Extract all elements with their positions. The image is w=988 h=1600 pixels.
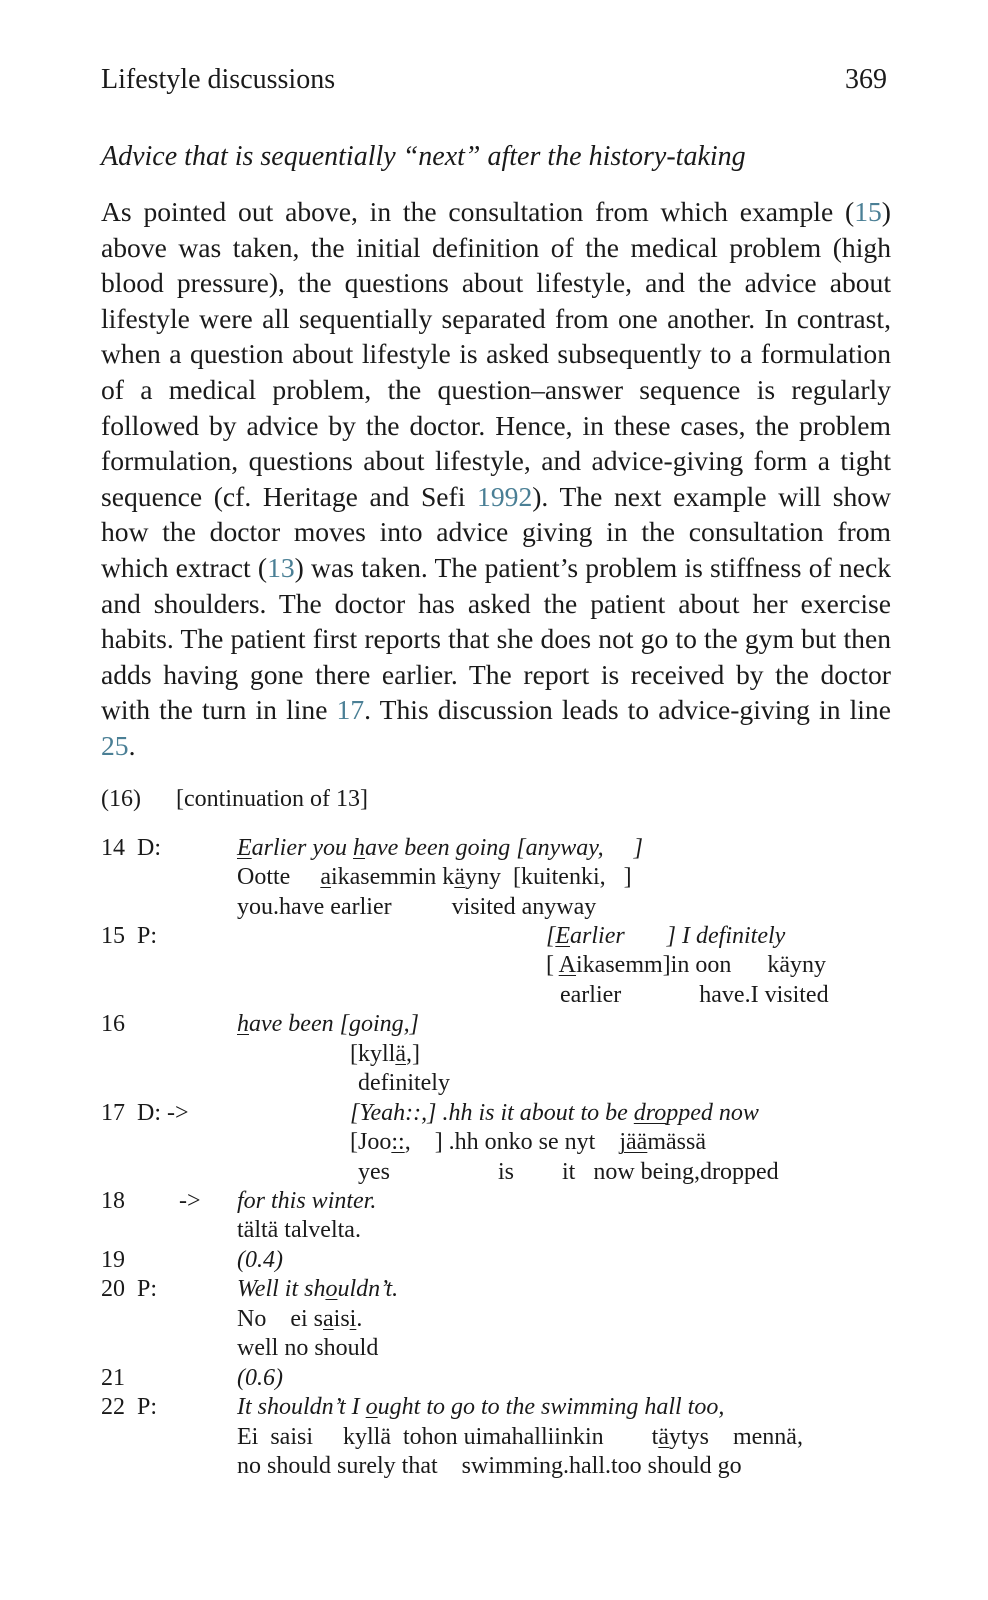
para-text: ) was taken. The patient’s problem is stiffness of neck and shoulders. The doctor has asked the patient about her exercise habits. The patient first reports that she does not go to the gym but then adds having gone there earlier. The report is received by the doctor with the turn in line xyxy=(101,551,891,726)
page-number: 369 xyxy=(845,64,887,95)
line-15-english: [Earlier ] I definitely xyxy=(546,923,786,949)
line-label-14: 14 D: xyxy=(101,835,161,861)
ref-link-extract-13[interactable]: 13 xyxy=(267,551,295,583)
line-label-18: 18 -> xyxy=(101,1188,201,1214)
line-label-17: 17 D: -> xyxy=(101,1100,189,1126)
ref-link-example-15[interactable]: 15 xyxy=(854,196,882,227)
line-label-16: 16 xyxy=(101,1011,125,1037)
line-label-21: 21 xyxy=(101,1365,125,1391)
line-18-english: for this winter. xyxy=(237,1188,377,1214)
example-number: (16) xyxy=(101,786,141,812)
para-text: As pointed out above, in the consultation from which example ( xyxy=(101,196,855,227)
line-22-finnish: Ei saisi kyllä tohon uimahalliinkin täytys mennä, xyxy=(237,1424,803,1450)
line-label-15: 15 P: xyxy=(101,923,158,949)
line-14-gloss: you.have earlier visited anyway xyxy=(237,894,597,920)
ref-link-line-25[interactable]: 25 xyxy=(101,729,129,761)
para-text: ) above was taken, the initial definition of the medical problem (high blood pressure), the questions about lifestyle, and the advice about lifestyle were all sequentially separated from one another. In contrast, when a question about lifestyle is asked subsequently to a formulation of a medical problem, the question–answer sequence is regularly followed by advice by the doctor. Hence, in these cases, the problem formulation, questions about lifestyle, and advice-giving form a tight sequence (cf. Heritage and Sefi xyxy=(101,196,891,512)
line-16-gloss: definitely xyxy=(358,1070,450,1096)
example-caption: [continuation of 13] xyxy=(176,786,368,812)
para-text: . xyxy=(128,729,136,761)
line-17-gloss: yes is it now being,dropped xyxy=(358,1159,779,1185)
line-22-gloss: no should surely that swimming.hall.too should go xyxy=(237,1453,742,1479)
line-16-finnish: [kyllä,] xyxy=(350,1041,420,1067)
para-text: ). The next example will show how the doctor moves into advice giving in the consultation from which extract ( xyxy=(101,480,891,583)
line-18-finnish: tältä talvelta. xyxy=(237,1217,361,1243)
line-14-english: Earlier you have been going [anyway, ] xyxy=(237,835,643,861)
line-19-pause: (0.4) xyxy=(237,1247,283,1273)
line-15-finnish: [ Aikasemm]in oon käyny xyxy=(546,952,826,978)
line-17-finnish: [Joo::, ] .hh onko se nyt jäämässä xyxy=(350,1129,706,1155)
line-15-gloss: earlier have.I visited xyxy=(560,982,829,1008)
line-20-gloss: well no should xyxy=(237,1335,379,1361)
line-16-english: have been [going,] xyxy=(237,1011,419,1037)
line-20-english: Well it shouldn’t. xyxy=(237,1276,399,1302)
line-21-pause: (0.6) xyxy=(237,1365,283,1391)
running-head-title: Lifestyle discussions xyxy=(101,64,336,95)
ref-link-citation-1992[interactable]: 1992 xyxy=(477,480,533,512)
line-label-19: 19 xyxy=(101,1247,125,1273)
line-label-22: 22 P: xyxy=(101,1394,158,1420)
section-heading: Advice that is sequentially “next” after the history-taking xyxy=(101,141,746,172)
ref-link-line-17[interactable]: 17 xyxy=(336,694,365,726)
para-text: . This discussion leads to advice-giving in line xyxy=(364,694,891,726)
line-17-english: [Yeah::,] .hh is it about to be dropped now xyxy=(350,1100,759,1126)
line-14-finnish: Ootte aikasemmin käyny [kuitenki, ] xyxy=(237,864,632,890)
line-label-20: 20 P: xyxy=(101,1276,158,1302)
line-20-finnish: No ei saisi. xyxy=(237,1306,363,1332)
line-22-english: It shouldn’t I ought to go to the swimming hall too, xyxy=(237,1394,725,1420)
